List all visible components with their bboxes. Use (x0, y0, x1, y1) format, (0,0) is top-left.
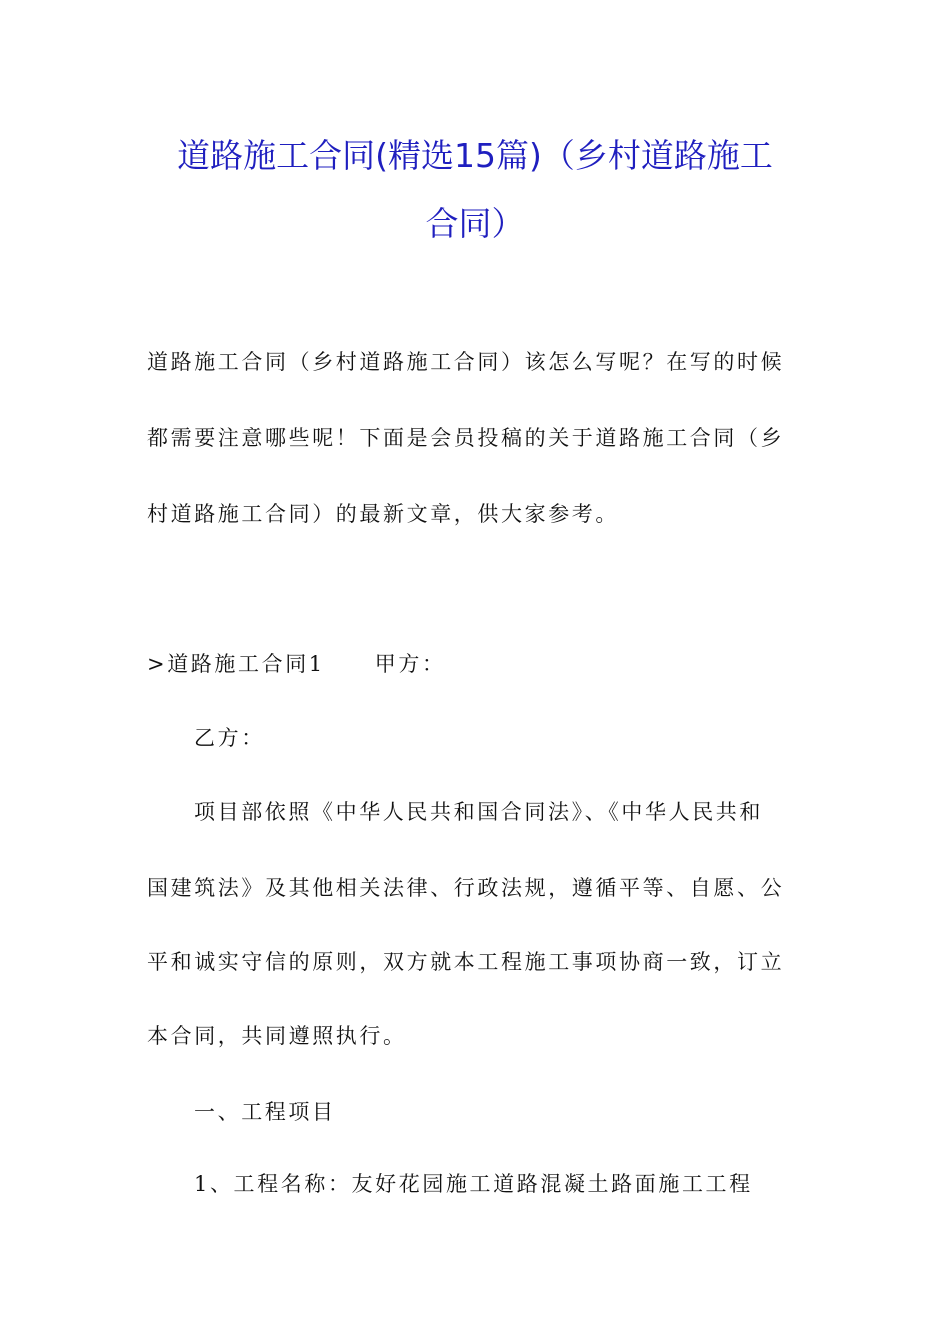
item-1: 1、工程名称：友好花园施工道路混凝土路面施工工程 (194, 1172, 753, 1196)
party-b-label: 乙方： (194, 726, 265, 750)
title-line-1: 道路施工合同(精选15篇)（乡村道路施工 (177, 136, 773, 175)
party-a-label: 甲方： (374, 652, 446, 676)
paragraph-line-2: 国建筑法》及其他相关法律、行政法规，遵循平等、自愿、公 (147, 876, 785, 900)
paragraph-line-4: 本合同，共同遵照执行。 (147, 1024, 407, 1048)
section-title: >道路施工合同1 (147, 652, 325, 676)
item-heading: 一、工程项目 (194, 1100, 336, 1124)
paragraph-line-3: 平和诚实守信的原则，双方就本工程施工事项协商一致，订立 (147, 950, 785, 974)
intro-line-1: 道路施工合同（乡村道路施工合同）该怎么写呢？在写的时候 (147, 350, 785, 374)
intro-line-2: 都需要注意哪些呢！下面是会员投稿的关于道路施工合同（乡 (147, 426, 785, 450)
paragraph-line-1: 项目部依照《中华人民共和国合同法》、《中华人民共和 (194, 800, 763, 824)
title-line-2: 合同） (425, 204, 525, 243)
section-heading (147, 648, 446, 678)
document-title (120, 122, 830, 258)
intro-line-3: 村道路施工合同）的最新文章，供大家参考。 (147, 502, 619, 526)
